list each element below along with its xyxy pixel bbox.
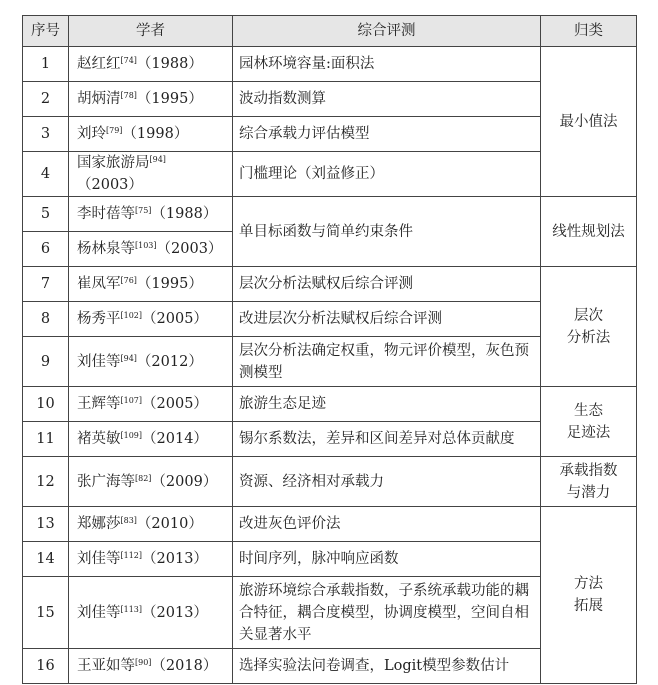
scholar-cell [69,152,233,197]
reference-mark: [79] [106,126,123,135]
row-number: 4 [23,152,69,197]
evaluation-cell: 单目标函数与简单约束条件 [233,197,541,267]
scholar-cell [69,197,233,232]
scholar-name: 杨秀平 [77,311,121,327]
row-number: 5 [23,197,69,232]
scholar-cell [69,337,233,387]
scholar-year: （1998） [122,126,189,142]
scholar-year: （2010） [136,516,203,532]
header-evaluation: 综合评测 [233,16,541,47]
scholar-cell [69,47,233,82]
row-number: 16 [23,649,69,684]
scholar-cell [69,577,233,649]
scholar-year: （2013） [142,551,208,567]
reference-mark: [109] [120,431,143,440]
scholar-name: 王亚如等 [77,658,135,674]
table-row [23,197,637,232]
table-row [23,507,637,542]
evaluation-cell: 门槛理论（刘益修正） [233,152,541,197]
scholar-name: 赵红红 [77,56,121,72]
reference-mark: [102] [120,311,143,320]
scholar-cell [69,507,233,542]
category-line: 承载指数 [559,462,618,479]
scholar-name: 胡炳清 [77,91,121,107]
evaluation-cell: 改进灰色评价法 [233,507,541,542]
reference-mark: [107] [120,396,143,405]
evaluation-cell: 锡尔系数法，差异和区间差异对总体贡献度 [233,422,541,457]
category-min-value: 最小值法 [541,47,637,197]
reference-mark: [74] [120,56,137,65]
reference-mark: [103] [135,241,157,250]
row-number: 7 [23,267,69,302]
evaluation-cell: 时间序列，脉冲响应函数 [233,542,541,577]
reference-mark: [82] [135,473,152,483]
reference-mark: [94] [120,353,137,363]
reference-mark: [78] [120,91,137,100]
row-number: 3 [23,117,69,152]
evaluation-cell: 选择实验法问卷调查，Logit模型参数估计 [233,649,541,684]
scholar-year: （2013） [142,604,208,621]
table-row [23,47,637,82]
category-index [541,457,637,507]
scholar-year: （1988） [136,56,203,72]
row-number: 13 [23,507,69,542]
scholar-year: （1988） [151,206,218,222]
row-number: 1 [23,47,69,82]
scholar-year: （2003） [156,241,223,257]
reference-mark: [113] [120,604,143,614]
scholar-name: 郑娜莎 [77,516,121,532]
scholar-name: 崔凤军 [77,276,121,292]
evaluation-cell: 旅游环境综合承载指数，子系统承载功能的耦合特征，耦合度模型，协调度模型，空间自相关显著水平 [233,577,541,649]
row-number: 14 [23,542,69,577]
scholar-name: 国家旅游局 [77,155,150,171]
category-eco [541,387,637,457]
evaluation-cell: 波动指数测算 [233,82,541,117]
table-row [23,457,637,507]
scholar-year: （2009） [151,473,218,490]
scholar-year: （1995） [136,91,203,107]
table-header-row [23,16,637,47]
evaluation-cell: 综合承载力评估模型 [233,117,541,152]
evaluation-cell: 资源、经济相对承载力 [233,457,541,507]
reference-mark: [76] [120,276,137,285]
evaluation-cell: 园林环境容量:面积法 [233,47,541,82]
scholar-year: （2012） [136,353,203,370]
scholar-cell [69,542,233,577]
scholar-cell [69,267,233,302]
reference-mark: [75] [135,206,152,215]
header-scholar: 学者 [69,16,233,47]
scholar-name: 褚英敏 [77,431,121,447]
category-line: 方法 [574,576,603,592]
category-line: 拓展 [574,598,603,614]
scholar-name: 李时蓓等 [77,206,135,222]
row-number: 6 [23,232,69,267]
header-category: 归类 [541,16,637,47]
scholar-year: （2018） [151,658,218,674]
category-line: 足迹法 [566,424,611,441]
row-number: 8 [23,302,69,337]
table-row [23,267,637,302]
scholar-name: 刘玲 [77,126,106,142]
row-number: 15 [23,577,69,649]
research-methods-table [22,15,637,684]
scholar-cell [69,232,233,267]
scholar-cell [69,422,233,457]
scholar-name: 张广海等 [77,473,135,490]
scholar-year: （1995） [136,276,203,292]
scholar-cell [69,457,233,507]
scholar-year: （2005） [142,396,208,412]
evaluation-cell: 层次分析法赋权后综合评测 [233,267,541,302]
category-line: 与潜力 [566,484,611,501]
reference-mark: [90] [135,658,152,667]
category-line: 分析法 [566,329,611,346]
header-number: 序号 [23,16,69,47]
evaluation-cell: 旅游生态足迹 [233,387,541,422]
row-number: 11 [23,422,69,457]
scholar-year: （2003） [77,177,143,193]
scholar-name: 王辉等 [77,396,121,412]
row-number: 9 [23,337,69,387]
scholar-year: （2005） [142,311,208,327]
row-number: 10 [23,387,69,422]
scholar-name: 刘佳等 [77,604,121,621]
reference-mark: [94] [149,155,166,164]
scholar-name: 杨林泉等 [77,241,135,257]
scholar-cell [69,387,233,422]
evaluation-cell: 改进层次分析法赋权后综合评测 [233,302,541,337]
scholar-name: 刘佳等 [77,551,121,567]
category-method [541,507,637,684]
scholar-cell [69,649,233,684]
scholar-cell [69,117,233,152]
reference-mark: [83] [120,516,137,525]
row-number: 2 [23,82,69,117]
category-linear: 线性规划法 [541,197,637,267]
table-row [23,387,637,422]
row-number: 12 [23,457,69,507]
scholar-cell [69,82,233,117]
category-line: 生态 [574,402,603,419]
evaluation-cell: 层次分析法确定权重，物元评价模型，灰色预测模型 [233,337,541,387]
category-ahp [541,267,637,387]
reference-mark: [112] [120,551,143,560]
scholar-cell [69,302,233,337]
category-line: 层次 [574,307,603,324]
scholar-name: 刘佳等 [77,353,121,370]
scholar-year: （2014） [142,431,208,447]
